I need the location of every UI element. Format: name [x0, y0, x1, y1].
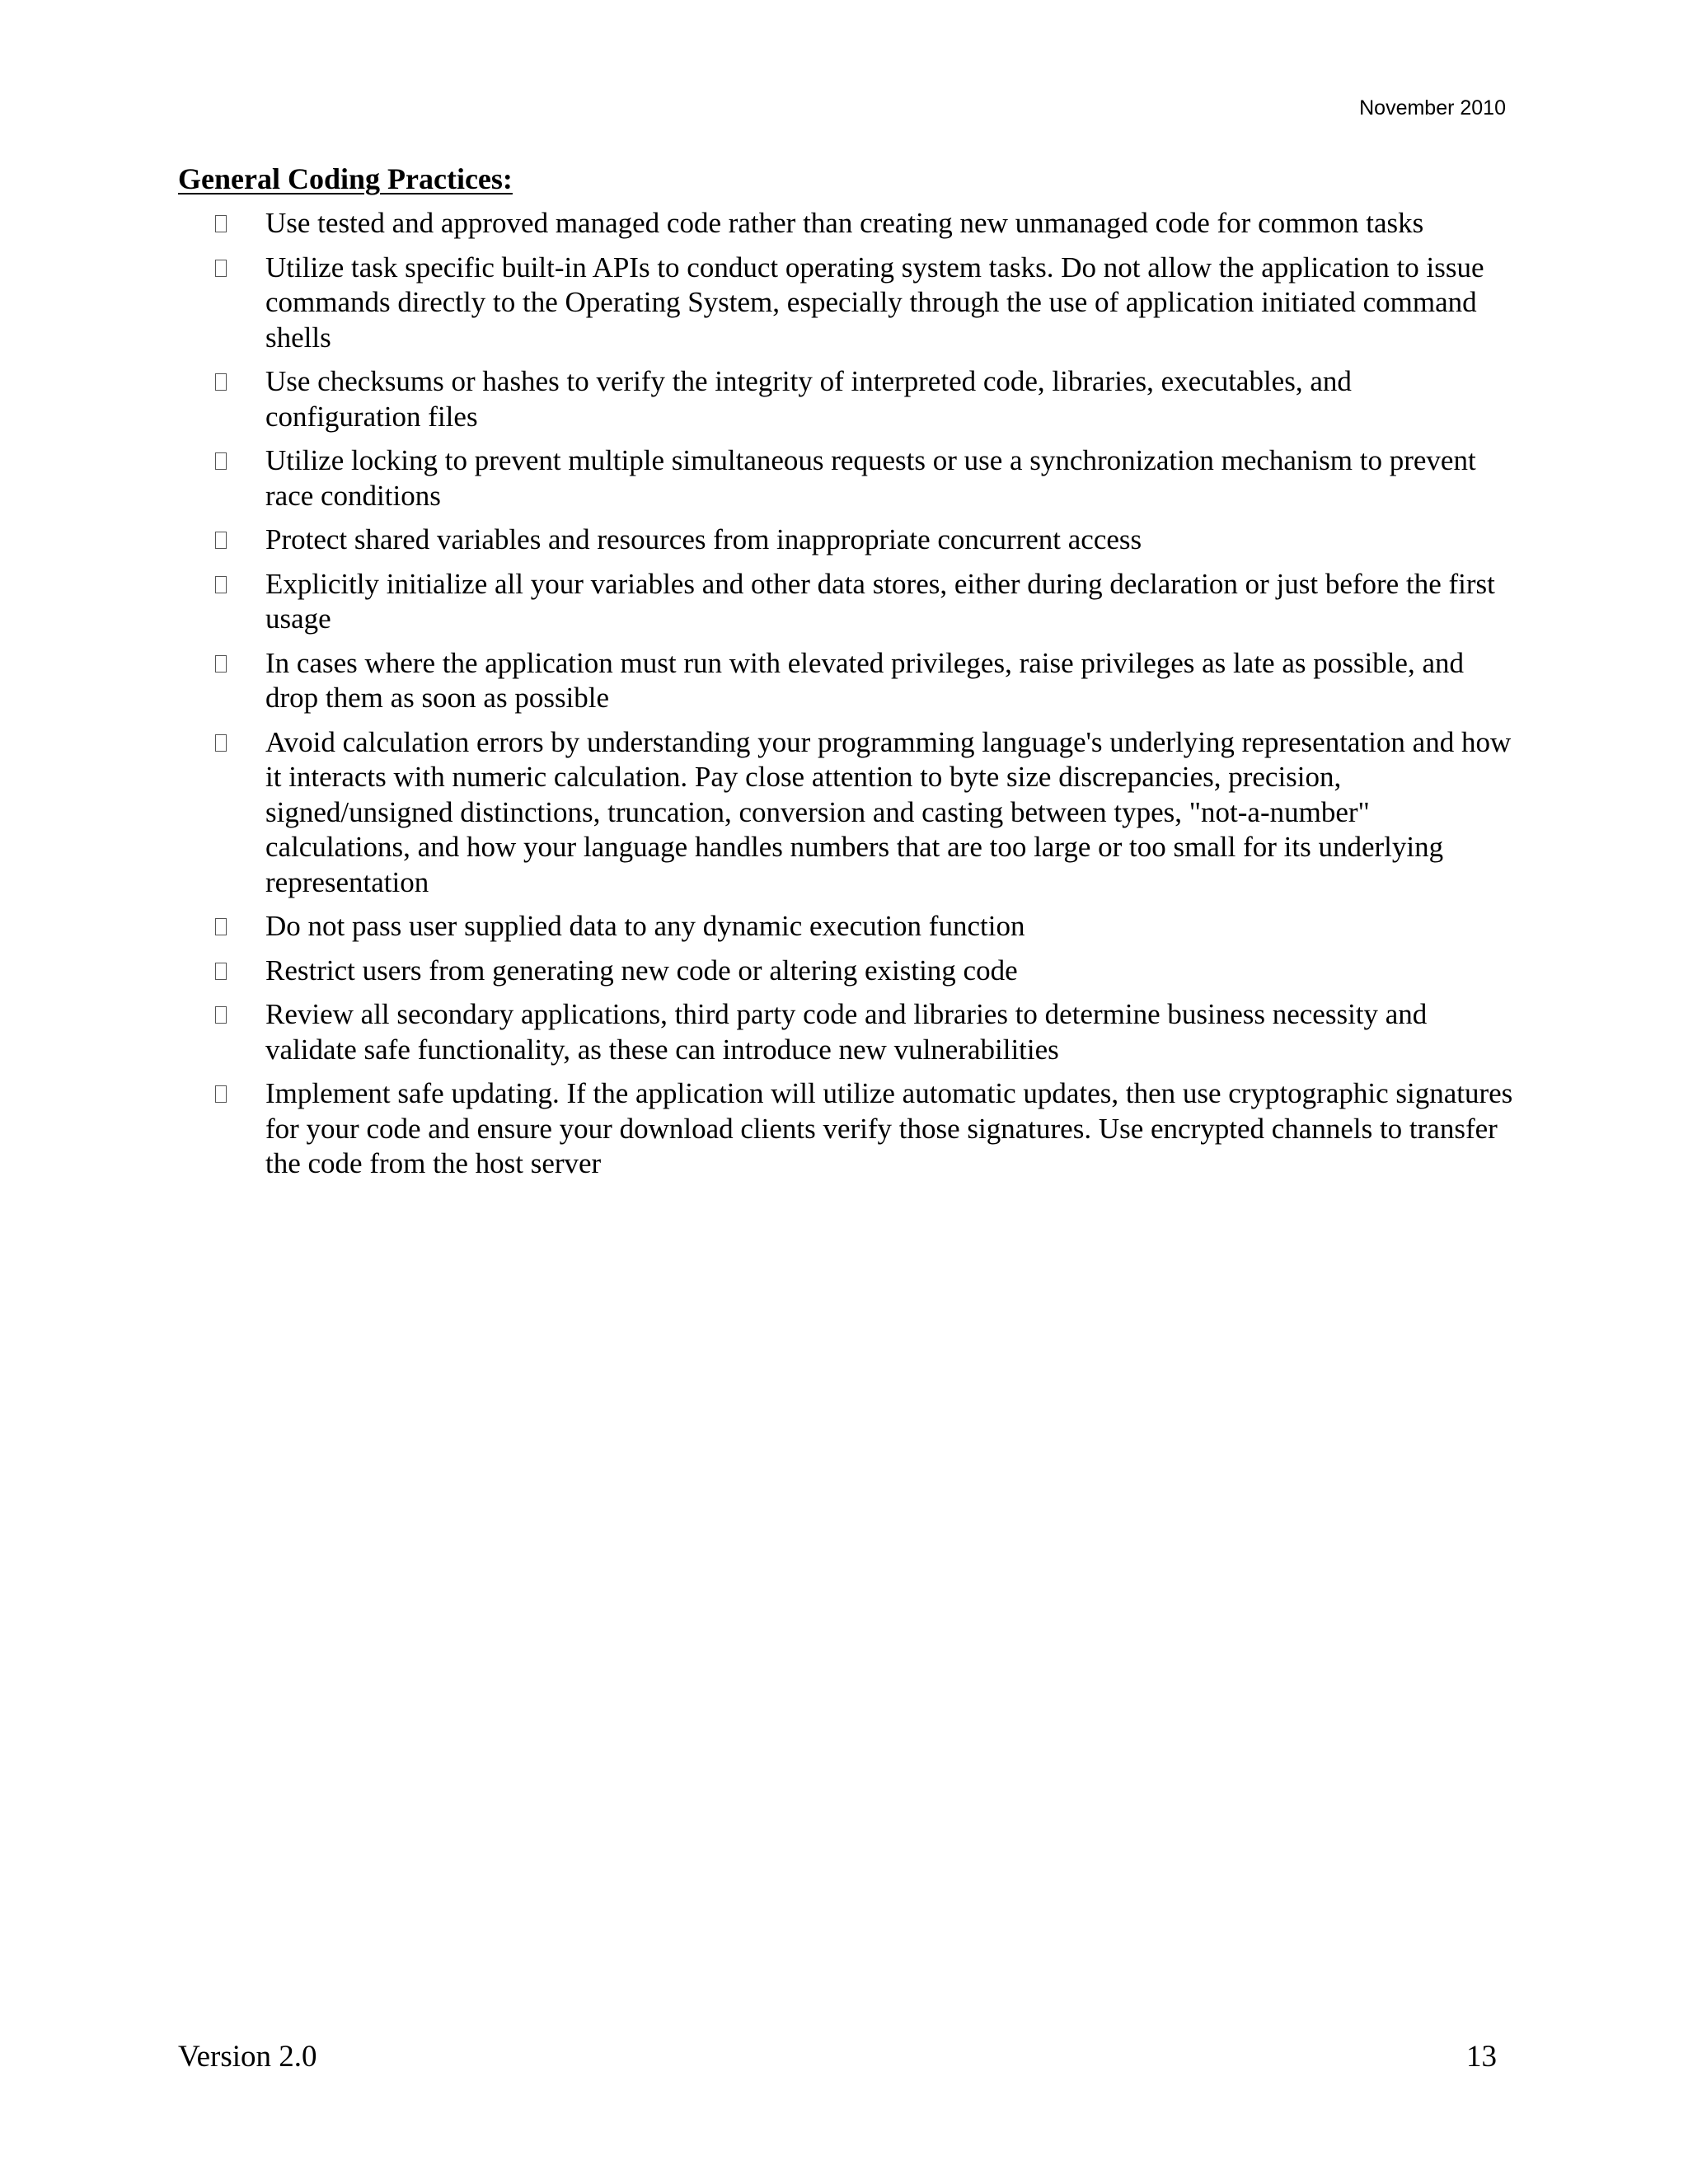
- list-item: [211, 646, 1513, 716]
- list-item: [211, 1076, 1513, 1182]
- footer-version: Version 2.0: [178, 2040, 317, 2074]
- list-item-text: Do not pass user supplied data to any dynamic execution function: [265, 910, 1025, 942]
- page-header-date: November 2010: [1359, 96, 1506, 120]
- list-item: [211, 997, 1513, 1067]
- list-item: [211, 251, 1513, 356]
- list-item: [211, 567, 1513, 637]
- list-item: [211, 725, 1513, 901]
- list-item: [211, 954, 1513, 989]
- page-number: 13: [1466, 2040, 1497, 2074]
- bullet-box-icon: [215, 655, 227, 673]
- bullet-box-icon: [215, 1006, 227, 1024]
- list-item: [211, 523, 1513, 558]
- list-item-text: Avoid calculation errors by understanding your programming language's underlying representation and how it interacts with numeric calculation. Pay close attention to byte size discrepancies, precision, signed/unsigned distinctions, truncation, conversion and casting between types, "not-a-number" calculations, and how your language handles numbers that are too large or too small for its underlying representation: [265, 725, 1512, 898]
- list-item-text: Implement safe updating. If the application will utilize automatic updates, then use cryptographic signatures for your code and ensure your download clients verify those signatures. Use encrypted channels to transfer the code from the host server: [265, 1077, 1513, 1179]
- list-item-text: Protect shared variables and resources from inappropriate concurrent access: [265, 523, 1142, 555]
- bullet-box-icon: [215, 452, 227, 470]
- list-item-text: In cases where the application must run with elevated privileges, raise privileges as late as possible, and drop them as soon as possible: [265, 646, 1464, 714]
- bullet-box-icon: [215, 532, 227, 549]
- bullet-box-icon: [215, 1085, 227, 1103]
- bullet-box-icon: [215, 373, 227, 391]
- list-item: [211, 206, 1513, 241]
- bullet-box-icon: [215, 734, 227, 752]
- bullet-box-icon: [215, 215, 227, 232]
- bullet-box-icon: [215, 576, 227, 593]
- list-item-text: Use checksums or hashes to verify the integrity of interpreted code, libraries, executables, and configuration files: [265, 365, 1352, 433]
- list-item-text: Review all secondary applications, third party code and libraries to determine business necessity and validate safe functionality, as these can introduce new vulnerabilities: [265, 998, 1428, 1066]
- list-item-text: Explicitly initialize all your variables and other data stores, either during declaration or just before the first usage: [265, 567, 1495, 635]
- list-item: [211, 909, 1513, 944]
- list-item: [211, 364, 1513, 434]
- practice-list: [211, 206, 1513, 1191]
- list-item-text: Utilize task specific built-in APIs to conduct operating system tasks. Do not allow the application to issue commands directly to the Operating System, especially through the use of application initiated command shells: [265, 251, 1484, 354]
- list-item-text: Utilize locking to prevent multiple simultaneous requests or use a synchronization mechanism to prevent race conditions: [265, 444, 1476, 512]
- bullet-box-icon: [215, 260, 227, 277]
- section-heading: General Coding Practices:: [178, 162, 513, 195]
- bullet-box-icon: [215, 963, 227, 980]
- list-item: [211, 443, 1513, 513]
- bullet-box-icon: [215, 918, 227, 935]
- list-item-text: Use tested and approved managed code rather than creating new unmanaged code for common tasks: [265, 207, 1424, 239]
- list-item-text: Restrict users from generating new code or altering existing code: [265, 954, 1018, 987]
